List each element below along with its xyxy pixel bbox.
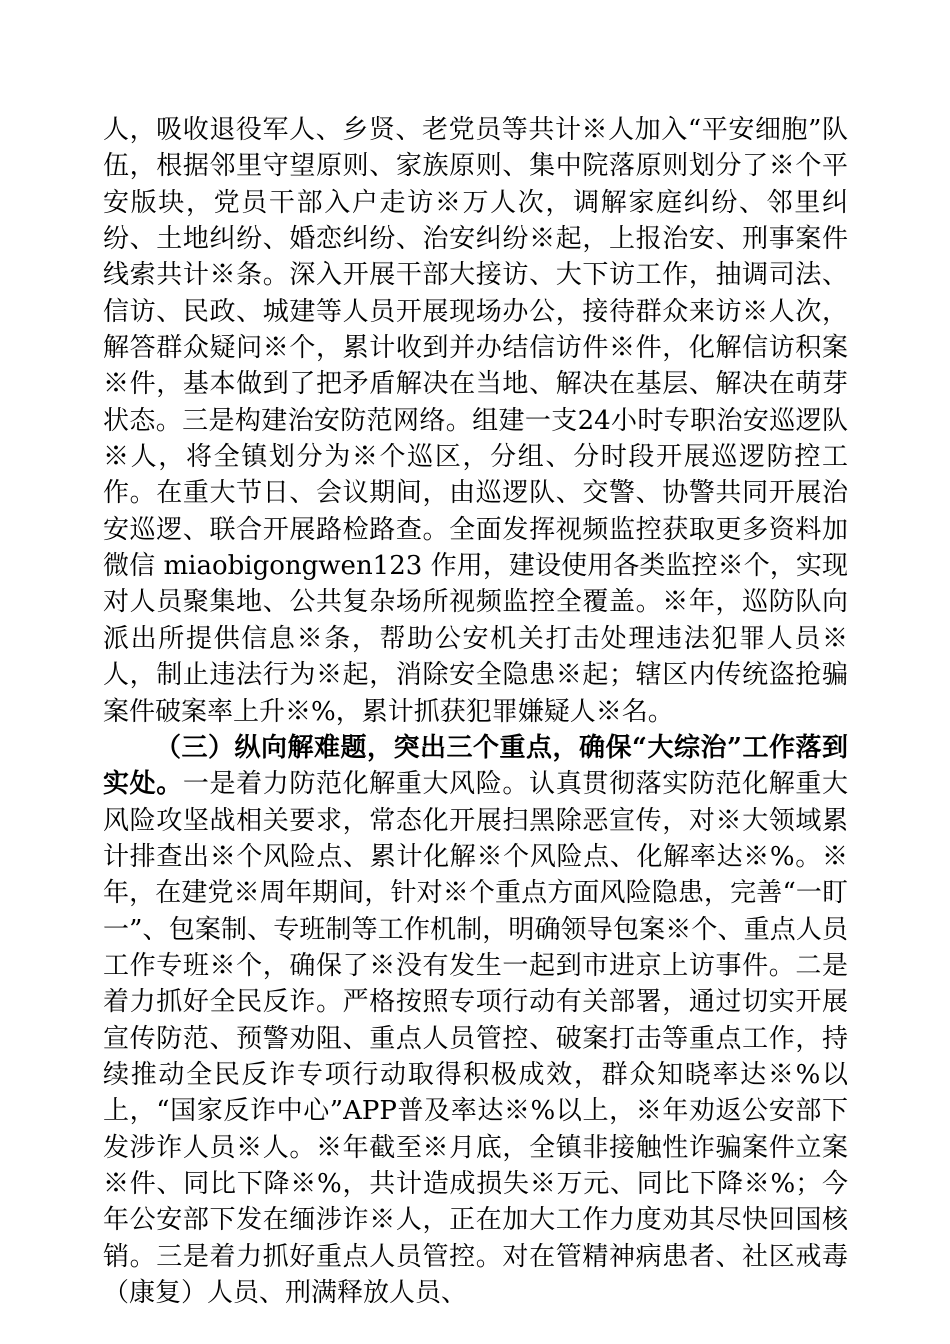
section-heading: （三）纵向解难题，突出三个重点，确保“大综治”工作落到实处。 xyxy=(103,732,848,800)
document-page xyxy=(103,112,848,1311)
section-paragraph xyxy=(103,730,848,1312)
body-paragraph: 人，吸收退役军人、乡贤、老党员等共计※人加入“平安细胞”队伍，根据邻里守望原则、家族原则、集中院落原则划分了※个平安版块，党员干部入户走访※万人次，调解家庭纠纷、邻里纠纷、土地纠纷、婚恋纠纷、治安纠纷※起，上报治安、刑事案件线索共计※条。深入开展干部大接访、大下访工作，抽调司法、信访、民政、城建等人员开展现场办公，接待群众来访※人次，解答群众疑问※个，累计收到并办结信访件※件，化解信访积案※件，基本做到了把矛盾解决在当地、解决在基层、解决在萌芽状态。三是构建治安防范网络。组建一支24小时专职治安巡逻队※人，将全镇划分为※个巡区，分组、分时段开展巡逻防控工作。在重大节日、会议期间，由巡逻队、交警、协警共同开展治安巡逻、联合开展路检路查。全面发挥视频监控获取更多资料加微信 miaobigongwen123 作用，建设使用各类监控※个，实现对人员聚集地、公共复杂场所视频监控全覆盖。※年，巡防队向派出所提供信息※条，帮助公安机关打击处理违法犯罪人员※人，制止违法行为※起，消除安全隐患※起；辖区内传统盗抢骗案件破案率上升※%，累计抓获犯罪嫌疑人※名。 xyxy=(103,115,848,727)
section-body: 一是着力防范化解重大风险。认真贯彻落实防范化解重大风险攻坚战相关要求，常态化开展扫黑除恶宣传，对※大领域累计排查出※个风险点、累计化解※个风险点、化解率达※%。※年，在建党※周年期间，针对※个重点方面风险隐患，完善“一盯一”、包案制、专班制等工作机制，明确领导包案※个、重点人员工作专班※个，确保了※没有发生一起到市进京上访事件。二是着力抓好全民反诈。严格按照专项行动有关部署，通过切实开展宣传防范、预警劝阻、重点人员管控、破案打击等重点工作，持续推动全民反诈专项行动取得积极成效，群众知晓率达※%以上，“国家反诈中心”APP普及率达※%以上，※年劝返公安部下发涉诈人员※人。※年截至※月底，全镇非接触性诈骗案件立案※件、同比下降※%，共计造成损失※万元、同比下降※%；今年公安部下发在缅涉诈※人，正在加大工作力度劝其尽快回国核销。三是着力抓好重点人员管控。对在管精神病患者、社区戒毒（康复）人员、刑满释放人员、 xyxy=(103,769,848,1308)
